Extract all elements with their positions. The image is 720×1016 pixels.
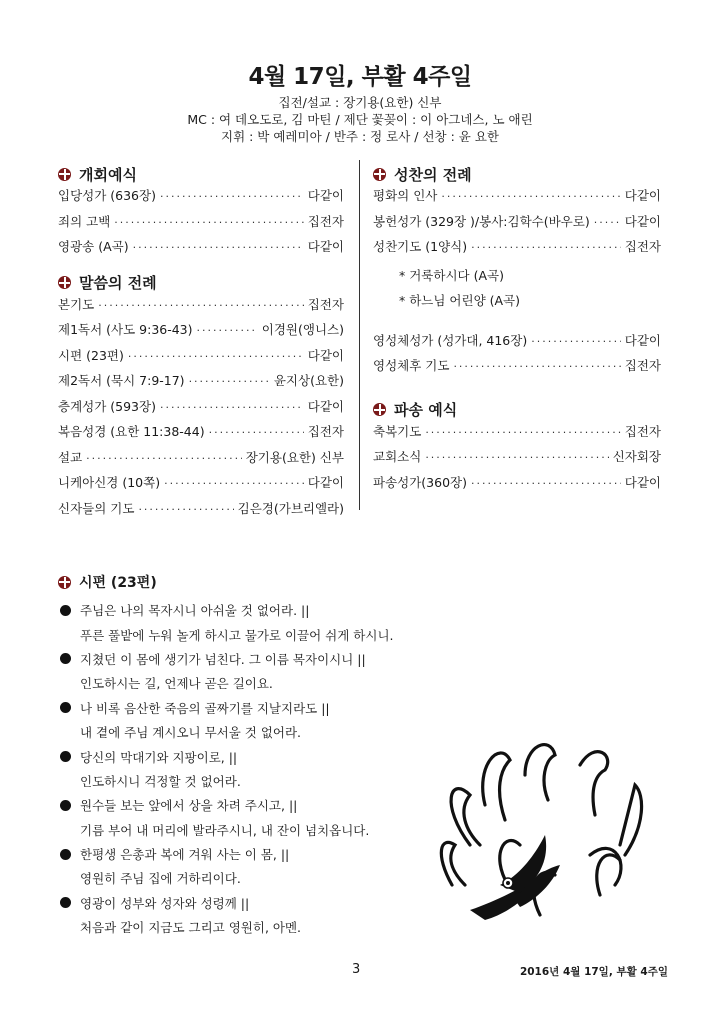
psalm-verse-line: 나 비록 음산한 죽음의 골짜기를 지날지라도 || [60, 696, 460, 720]
psalm-verse-line: 내 곁에 주님 계시오니 무서울 것 없어라. [80, 725, 302, 741]
order-item: 니케아신경 (10쪽) ····· 다같이 [58, 473, 344, 499]
order-item: 교회소식 ····· 신자회장 [373, 447, 661, 473]
order-item: 성찬기도 (1양식) ····· 집전자 [373, 237, 661, 263]
right-column [373, 162, 661, 498]
order-item: 영성체후 기도 ····· 집전자 [373, 356, 661, 382]
psalm-verse-line: 한평생 은총과 복에 겨워 사는 이 몸, || [60, 842, 460, 866]
bullet-icon [60, 897, 71, 908]
psalm-text [60, 598, 460, 939]
order-item: 영성체성가 (성가대, 416장) ····· 다같이 [373, 331, 661, 357]
bullet-icon [60, 605, 71, 616]
eucharist-sub-item: * 거룩하시다 (A곡) [399, 268, 504, 283]
footer-date: 2016년 4월 17일, 부활 4주일 [519, 966, 668, 978]
order-item: 파송성가(360장) ····· 다같이 [373, 473, 661, 499]
order-item: 설교 ····· 장기용(요한) 신부 [58, 448, 344, 474]
cross-icon [373, 168, 386, 181]
order-item: 죄의 고백 ····· 집전자 [58, 212, 344, 238]
psalm-verse-line: 푸른 풀밭에 누워 놀게 하시고 물가로 이끌어 쉬게 하시니. [80, 627, 394, 643]
psalm-verse-line: 당신의 막대기와 지팡이로, || [60, 744, 460, 768]
order-item: 복음성경 (요한 11:38-44) ····· 집전자 [58, 422, 344, 448]
left-column [58, 162, 344, 524]
dove-flames-icon [430, 735, 650, 935]
psalm-verse-line: 인도하시니 걱정할 것 없어라. [80, 773, 241, 789]
psalm-verse-line: 인도하시는 길, 언제나 곧은 길이요. [80, 676, 273, 692]
psalm-verse-line: 원수들 보는 앞에서 상을 차려 주시고, || [60, 793, 460, 817]
psalm-verse-line: 주님은 나의 목자시니 아쉬울 것 없어라. || [60, 598, 460, 622]
cross-icon [373, 403, 386, 416]
psalm-verse-line: 영원히 주님 집에 거하리이다. [80, 871, 241, 887]
order-item: 층계성가 (593장) ····· 다같이 [58, 397, 344, 423]
psalm-heading: 시편 (23편) [58, 572, 157, 592]
cross-icon [58, 168, 71, 181]
section-dismissal-heading: 파송 예식 [373, 398, 661, 422]
order-item: 평화의 인사 ····· 다같이 [373, 186, 661, 212]
order-item: 본기도 ····· 집전자 [58, 295, 344, 321]
cross-icon [58, 576, 71, 589]
bullet-icon [60, 800, 71, 811]
column-divider [359, 160, 360, 510]
order-item: 봉헌성가 (329장 )/봉사:김학수(바우로) ····· 다같이 [373, 212, 661, 238]
psalm-verse-line: 기름 부어 내 머리에 발라주시니, 내 잔이 넘치옵니다. [80, 822, 370, 838]
order-item: 제1독서 (사도 9:36-43) ····· 이경원(앵니스) [58, 320, 344, 346]
credits-line-mc: MC : 여 데오도로, 김 마틴 / 제단 꽃꽂이 : 이 아그네스, 노 애린 [187, 112, 533, 127]
section-word-heading: 말씀의 전례 [58, 271, 344, 295]
order-item: 축복기도 ····· 집전자 [373, 422, 661, 448]
psalm-verse-line: 영광이 성부와 성자와 성령께 || [60, 891, 460, 915]
page-number: 3 [352, 962, 361, 977]
bullet-icon [60, 751, 71, 762]
order-item: 신자들의 기도 ····· 김은경(가브리엘라) [58, 499, 344, 525]
psalm-verse-line: 지쳤던 이 몸에 생기가 넘친다. 그 이름 목자이시니 || [60, 647, 460, 671]
credits [0, 94, 720, 145]
bullet-icon [60, 849, 71, 860]
bullet-icon [60, 653, 71, 664]
order-item: 영광송 (A곡) ····· 다같이 [58, 237, 344, 263]
credits-line-celebrant: 집전/설교 : 장기용(요한) 신부 [278, 95, 442, 110]
cross-icon [58, 276, 71, 289]
section-eucharist-heading: 성찬의 전례 [373, 162, 661, 186]
credits-line-music: 지휘 : 박 예레미아 / 반주 : 정 로사 / 선창 : 윤 요한 [221, 129, 499, 144]
eucharist-sub-item: * 하느님 어린양 (A곡) [399, 293, 520, 308]
order-item: 시편 (23편) ····· 다같이 [58, 346, 344, 372]
section-opening-heading: 개회예식 [58, 162, 344, 186]
psalm-verse-line: 처음과 같이 지금도 그리고 영원히, 아멘. [80, 920, 302, 936]
order-item: 제2독서 (묵시 7:9-17) ····· 윤지상(요한) [58, 371, 344, 397]
bullet-icon [60, 702, 71, 713]
order-item: 입당성가 (636장) ····· 다같이 [58, 186, 344, 212]
page-title: 4월 17일, 부활 4주일 [248, 64, 472, 90]
